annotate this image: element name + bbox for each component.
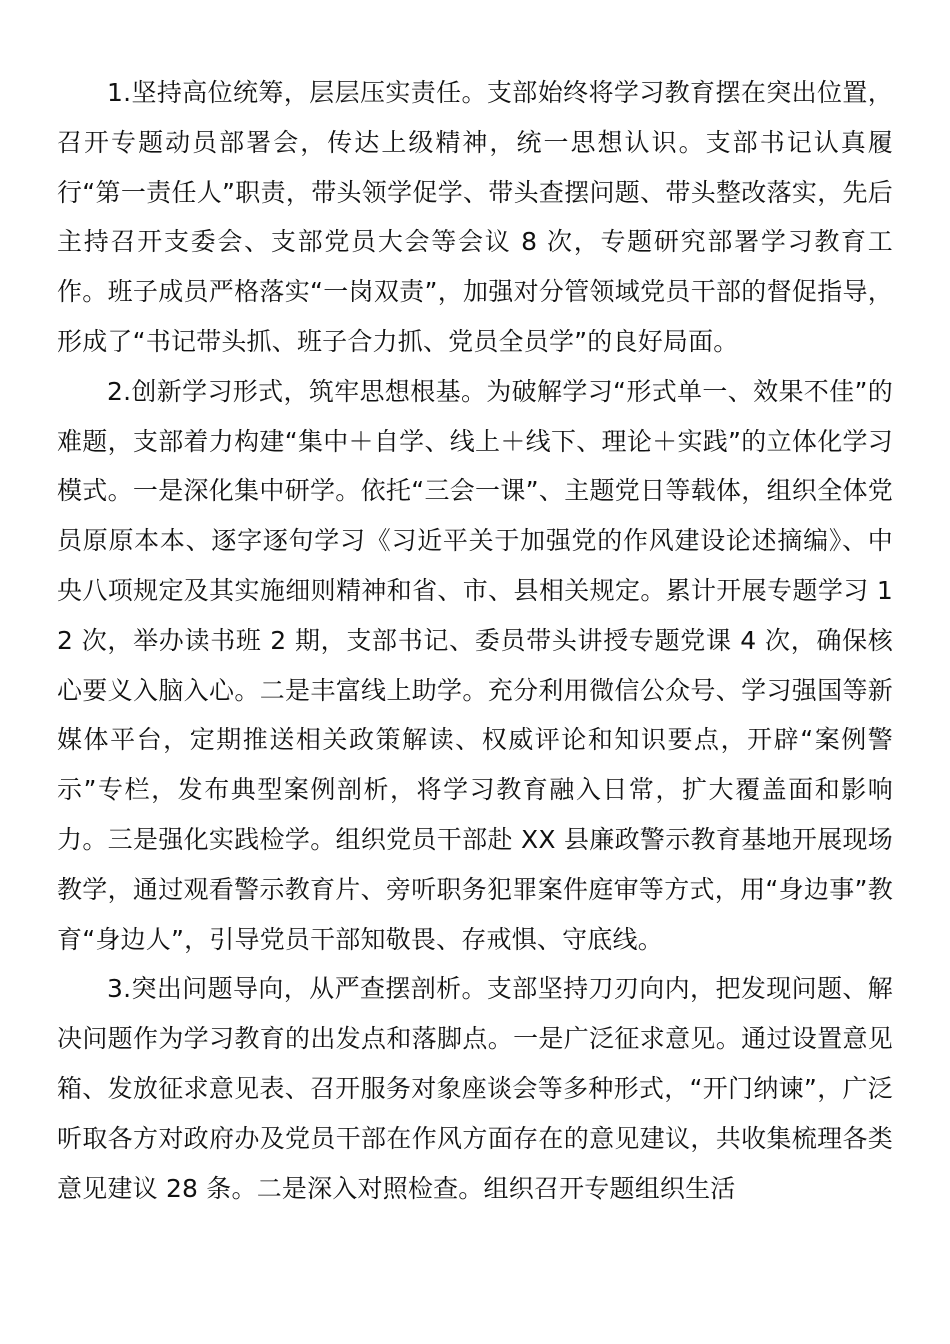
document-body: [57, 68, 893, 1213]
paragraph-3: 3.突出问题导向，从严查摆剖析。支部坚持刀刃向内，把发现问题、解决问题作为学习教育的出发点和落脚点。一是广泛征求意见。通过设置意见箱、发放征求意见表、召开服务对象座谈会等多种形式，“开门纳谏”，广泛听取各方对政府办及党员干部在作风方面存在的意见建议，共收集梳理各类意见建议 28 条。二是深入对照检查。组织召开专题组织生活: [57, 974, 893, 1203]
paragraph-1: 1.坚持高位统筹，层层压实责任。支部始终将学习教育摆在突出位置，召开专题动员部署会，传达上级精神，统一思想认识。支部书记认真履行“第一责任人”职责，带头领学促学、带头查摆问题、带头整改落实，先后主持召开支委会、支部党员大会等会议 8 次，专题研究部署学习教育工作。班子成员严格落实“一岗双责”，加强对分管领域党员干部的督促指导，形成了“书记带头抓、班子合力抓、党员全员学”的良好局面。: [57, 78, 893, 356]
paragraph-2: 2.创新学习形式，筑牢思想根基。为破解学习“形式单一、效果不佳”的难题，支部着力构建“集中＋自学、线上＋线下、理论＋实践”的立体化学习模式。一是深化集中研学。依托“三会一课”、主题党日等载体，组织全体党员原原本本、逐字逐句学习《习近平关于加强党的作风建设论述摘编》、中央八项规定及其实施细则精神和省、市、县相关规定。累计开展专题学习 12 次，举办读书班 2 期，支部书记、委员带头讲授专题党课 4 次，确保核心要义入脑入心。二是丰富线上助学。充分利用微信公众号、学习强国等新媒体平台，定期推送相关政策解读、权威评论和知识要点，开辟“案例警示”专栏，发布典型案例剖析，将学习教育融入日常，扩大覆盖面和影响力。三是强化实践检学。组织党员干部赴 XX 县廉政警示教育基地开展现场教学，通过观看警示教育片、旁听职务犯罪案件庭审等方式，用“身边事”教育“身边人”，引导党员干部知敬畏、存戒惧、守底线。: [57, 376, 893, 954]
